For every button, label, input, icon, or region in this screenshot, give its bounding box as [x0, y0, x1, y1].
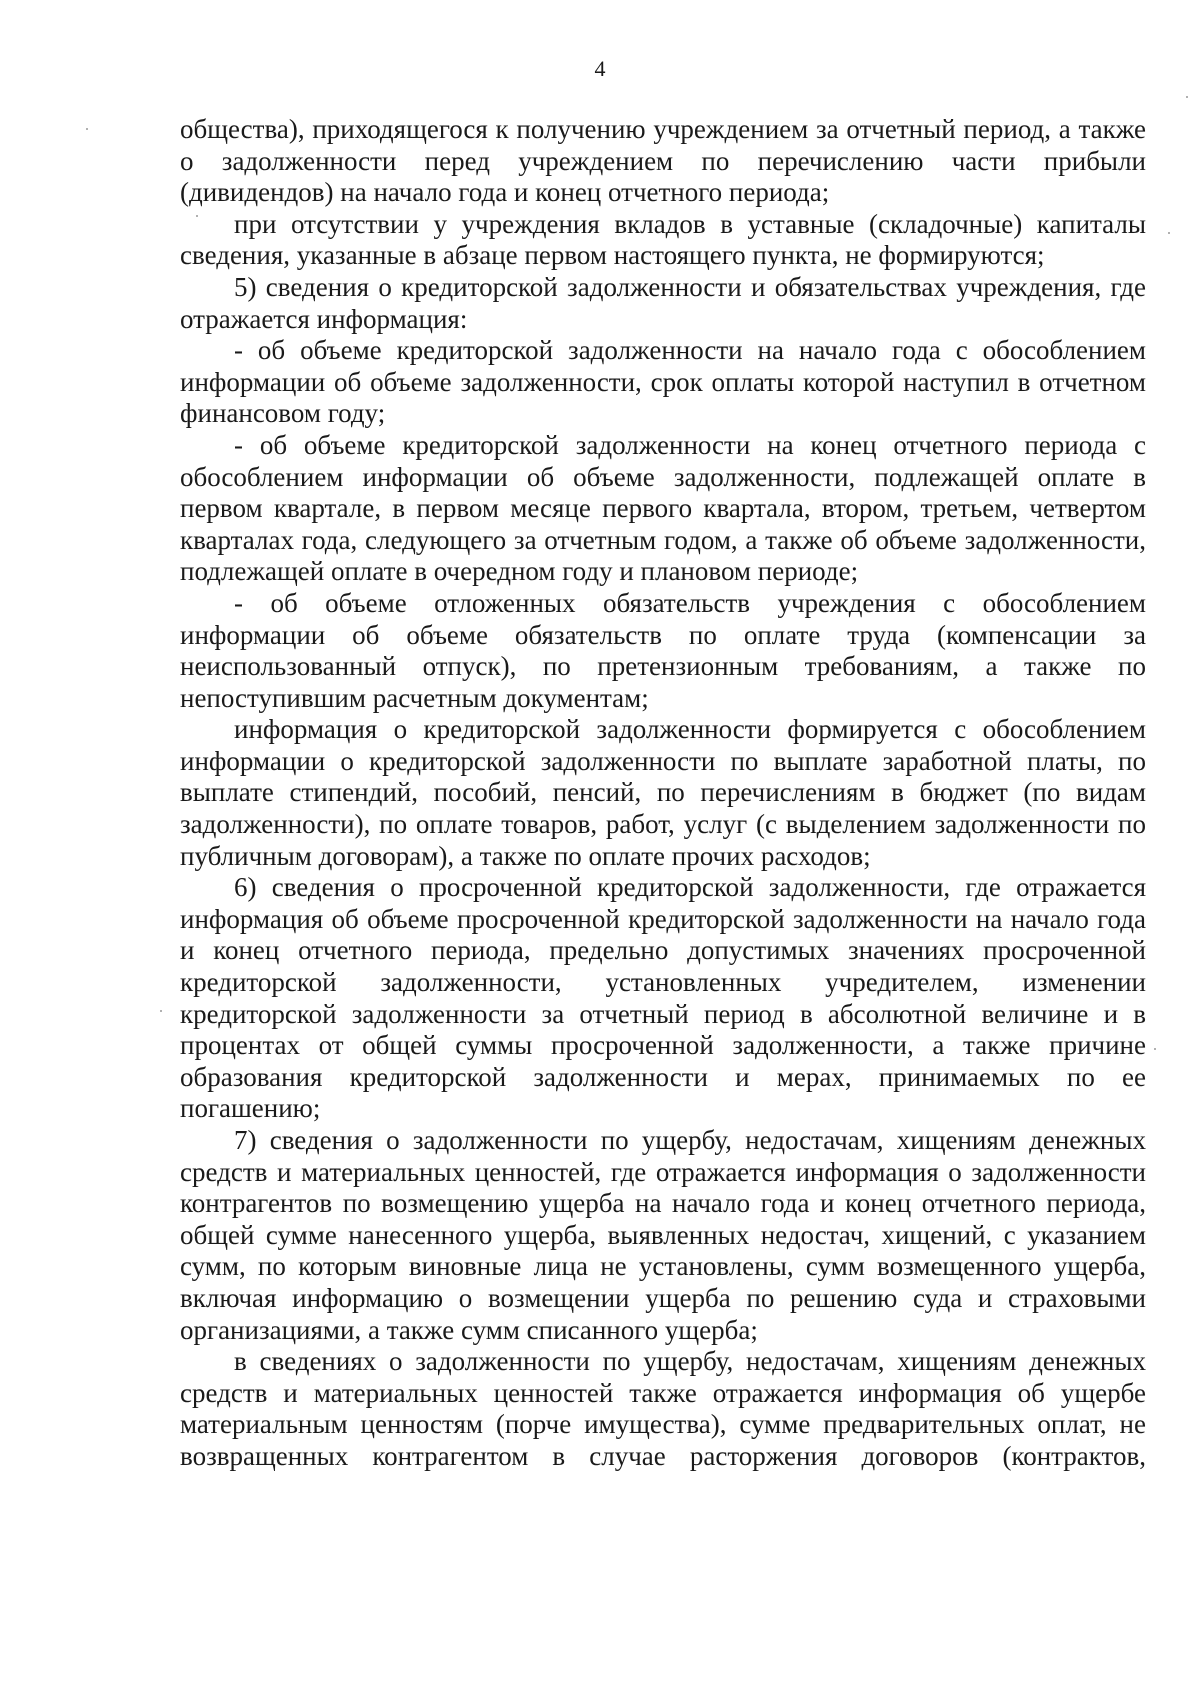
paragraph-item-5: 5) сведения о кредиторской задолженности и обязательствах учреждения, где отражается информация: — [180, 271, 1146, 334]
document-body — [180, 114, 1146, 1473]
paragraph-damage-details: в сведениях о задолженности по ущербу, недостачам, хищениям денежных средств и материальных ценностей также отражается информация об ущербе материальным ценностям (порче имущества), сумме предварительных оплат, не возвращенных контрагентом в случае расторжения договоров (контрактов, — [180, 1346, 1146, 1471]
page-number: 4 — [594, 56, 606, 81]
scan-speck — [196, 215, 198, 217]
scan-speck — [1168, 232, 1170, 234]
paragraph-no-contributions: при отсутствии у учреждения вкладов в уставные (складочные) капиталы сведения, указанные в абзаце первом настоящего пункта, не формируются; — [180, 208, 1146, 271]
scan-speck — [160, 1010, 162, 1012]
paragraph-item-6: 6) сведения о просроченной кредиторской задолженности, где отражается информация об объеме просроченной кредиторской задолженности на начало года и конец отчетного периода, предельно допустимых значениях просроченной кредиторской задолженности, установленных учредителем, изменении кредиторской задолженности за отчетный период в абсолютной величине и в процентах от общей суммы просроченной задолженности, а также причине образования кредиторской задолженности и мерах, принимаемых по ее погашению; — [180, 872, 1146, 1124]
scan-speck — [86, 128, 88, 130]
paragraph-continuation: общества), приходящегося к получению учреждением за отчетный период, а также о задолженности перед учреждением по перечислению части прибыли (дивидендов) на начало года и конец отчетного периода; — [180, 114, 1146, 208]
paragraph-item-7: 7) сведения о задолженности по ущербу, недостачам, хищениям денежных средств и материальных ценностей, где отражается информация о задолженности контрагентов по возмещению ущерба на начало года и конец отчетного периода, общей сумме нанесенного ущерба, выявленных недостач, хищений, с указанием сумм, по которым виновные лица не установлены, сумм возмещенного ущерба, включая информацию о возмещении ущерба по решению суда и страховыми организациями, а также сумм списанного ущерба; — [180, 1125, 1146, 1345]
paragraph-bullet-deferred-obligations: - об объеме отложенных обязательств учреждения с обособлением информации об объеме обязательств по оплате труда (компенсации за неиспользованный отпуск), по претензионным требованиям, а также по непоступившим расчетным документам; — [180, 587, 1146, 713]
paragraph-bullet-start-of-year: - об объеме кредиторской задолженности на начало года с обособлением информации об объеме задолженности, срок оплаты которой наступил в отчетном финансовом году; — [180, 335, 1146, 429]
scan-speck — [1154, 1048, 1156, 1050]
scan-speck — [1186, 96, 1188, 98]
paragraph-bullet-end-of-period: - об объеме кредиторской задолженности на конец отчетного периода с обособлением информации об объеме задолженности, подлежащей оплате в первом квартале, в первом месяце первого квартала, втором, третьем, четвертом кварталах года, следующего за отчетным годом, а также об объеме задолженности, подлежащей оплате в очередном году и плановом периоде; — [180, 429, 1146, 587]
paragraph-payables-breakdown: информация о кредиторской задолженности формируется с обособлением информации о кредиторской задолженности по выплате заработной платы, по выплате стипендий, пособий, пенсий, по перечислениям в бюджет (по видам задолженности), по оплате товаров, работ, услуг (с выделением задолженности по публичным договорам), а также по оплате прочих расходов; — [180, 714, 1146, 871]
